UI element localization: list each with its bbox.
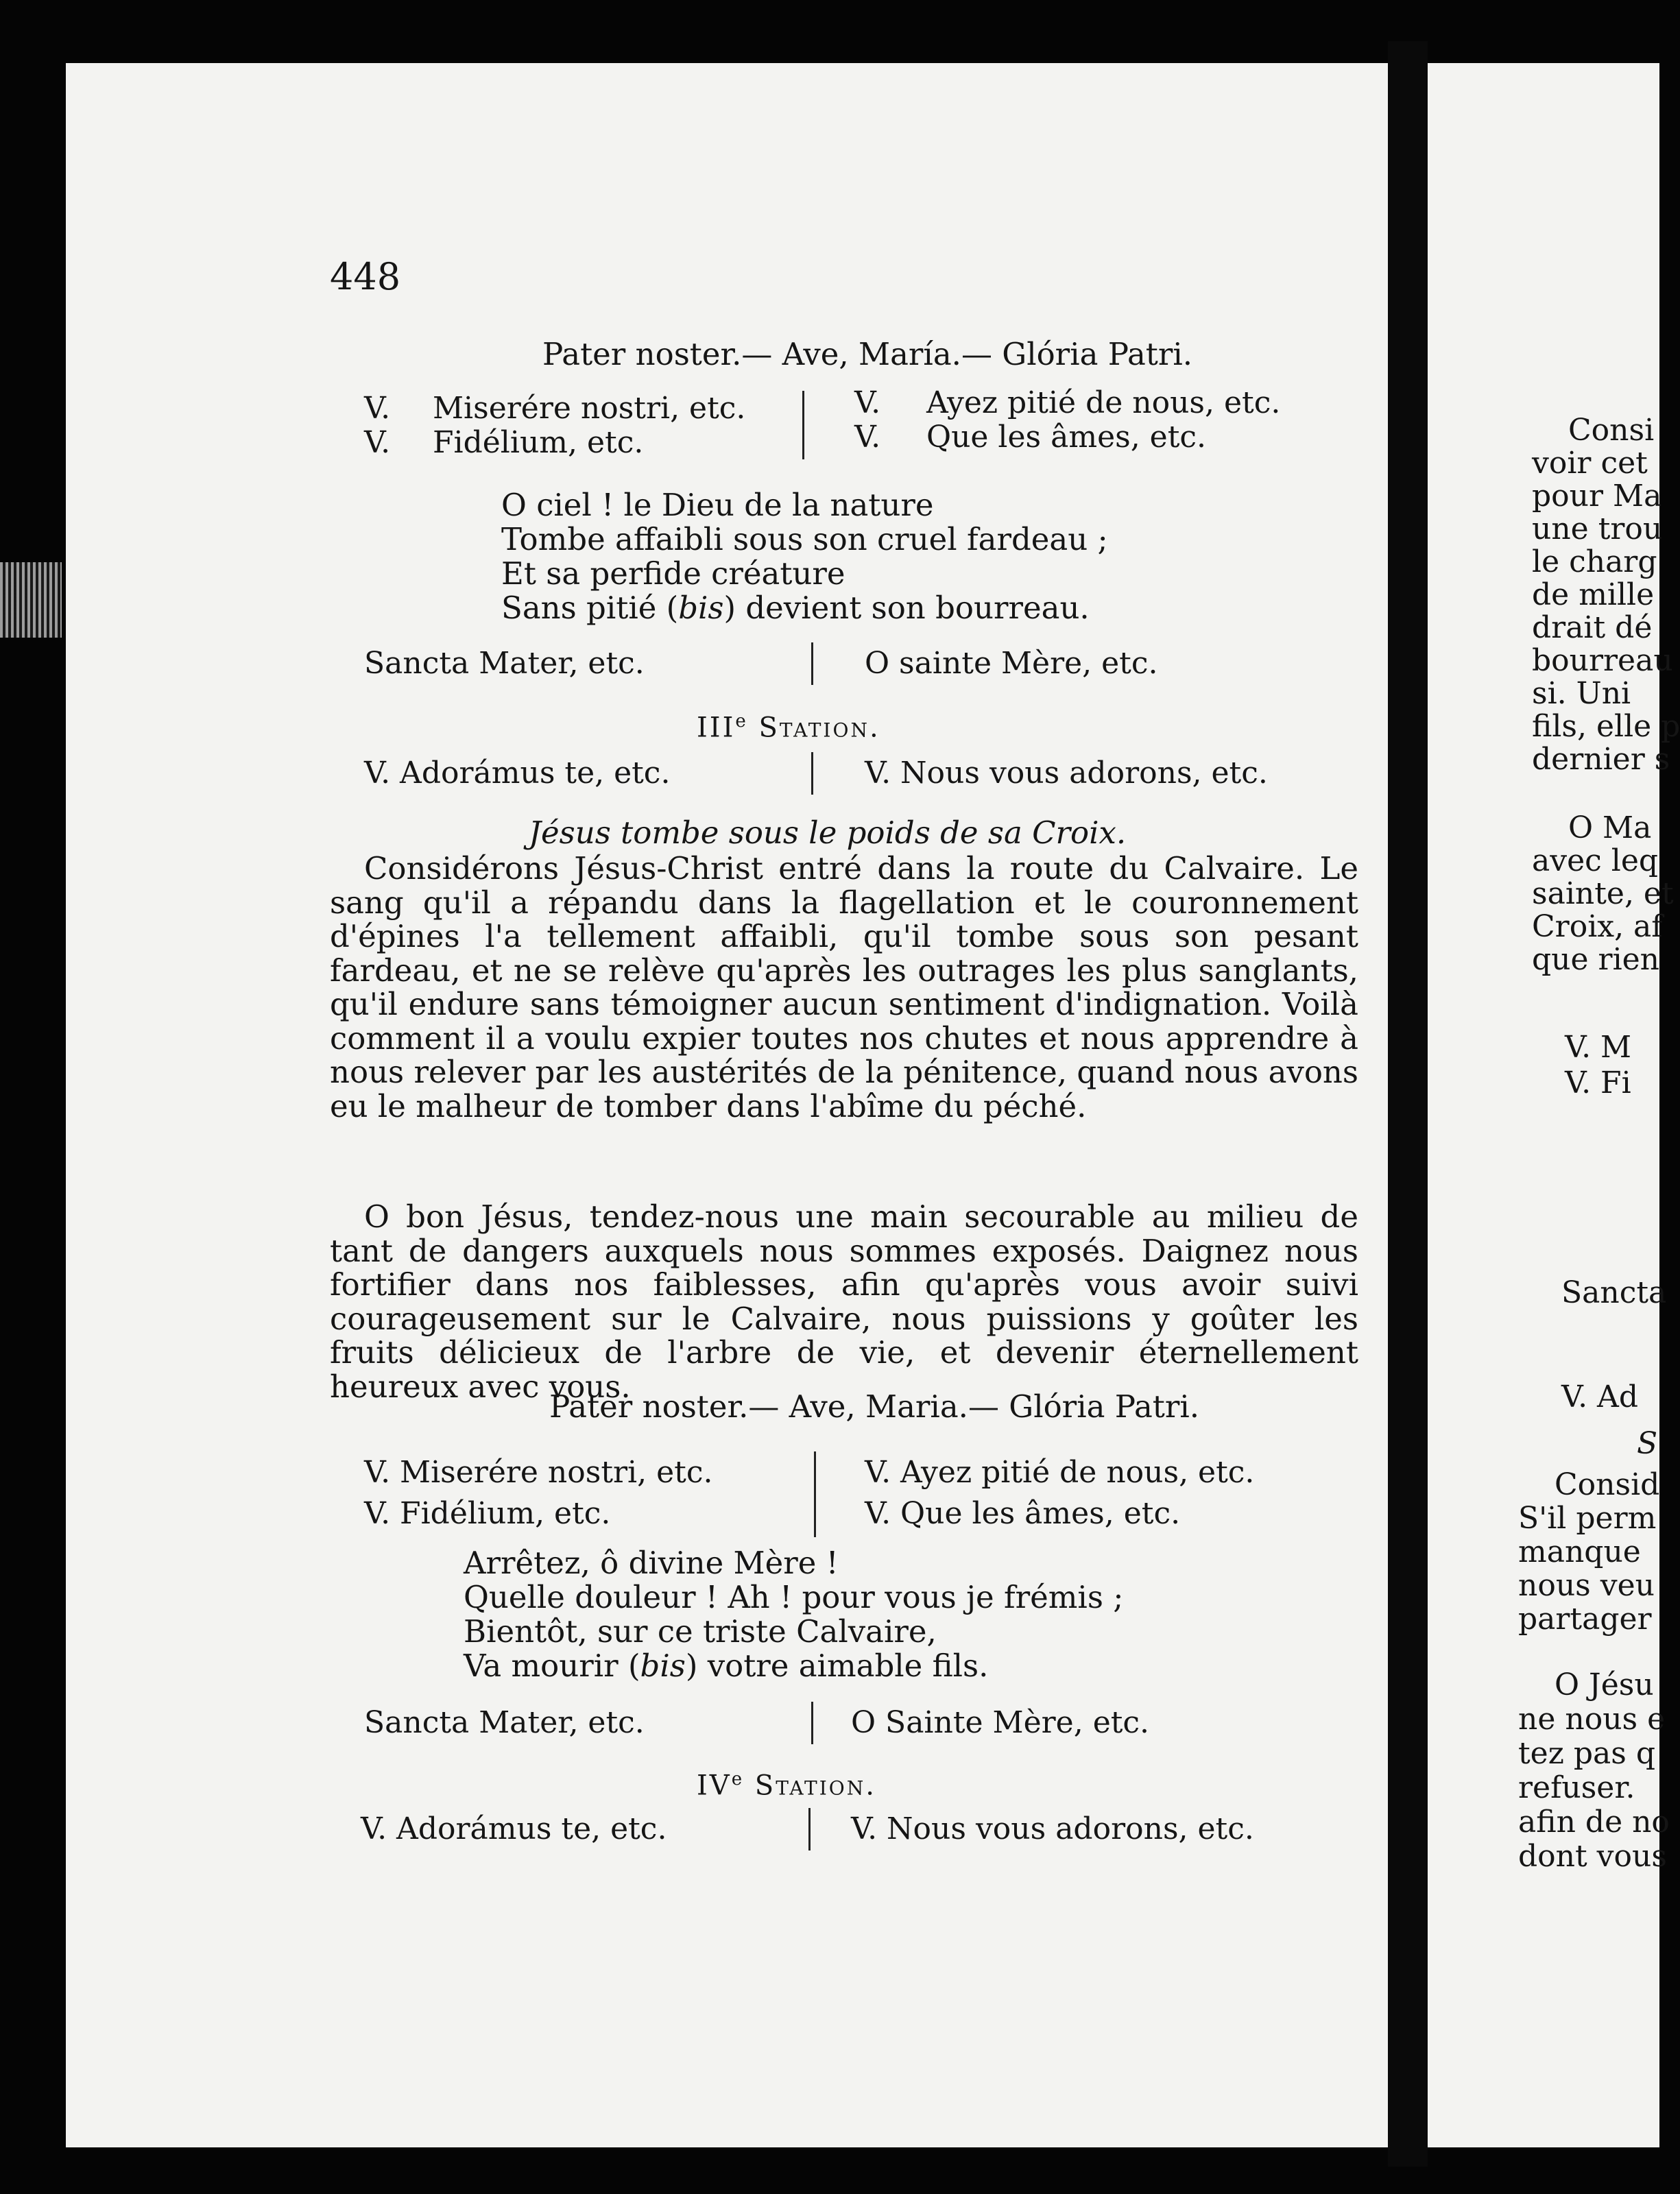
text-fragment: O Jésu bbox=[1555, 1667, 1654, 1702]
text-fragment: ne nous e bbox=[1518, 1702, 1666, 1737]
text-fragment: O Ma bbox=[1568, 810, 1652, 845]
text-fragment: dont vous bbox=[1518, 1839, 1667, 1874]
text-fragment: partager bbox=[1518, 1602, 1652, 1637]
text-fragment: Consid bbox=[1555, 1467, 1660, 1502]
text-fragment: Sancta bbox=[1561, 1275, 1667, 1310]
scan-edge-artifact bbox=[0, 562, 62, 638]
text-fragment: nous veu bbox=[1518, 1568, 1655, 1603]
text-fragment: tez pas q bbox=[1518, 1736, 1656, 1771]
column-divider bbox=[811, 752, 813, 795]
text-fragment: S'il perm bbox=[1518, 1501, 1657, 1536]
ayez-pitie-right: V. Ayez pitié de nous, etc. bbox=[865, 1455, 1255, 1490]
column-divider bbox=[802, 391, 804, 459]
text-fragment: refuser. bbox=[1518, 1770, 1635, 1805]
text-fragment: fils, elle p bbox=[1532, 709, 1680, 744]
text-fragment: sainte, et bbox=[1532, 876, 1674, 911]
adoramus-left: V. Adorámus te, etc. bbox=[361, 1811, 667, 1846]
miserere-left: V. Miserére nostri, etc. bbox=[364, 1455, 713, 1490]
adorons-right: V. Nous vous adorons, etc. bbox=[865, 756, 1268, 791]
text-fragment: manque bbox=[1518, 1534, 1641, 1569]
sainte-mere-right: O sainte Mère, etc. bbox=[865, 646, 1158, 681]
hymn-line: Va mourir (bis) votre aimable fils. bbox=[464, 1648, 989, 1684]
text-fragment: drait dé bbox=[1532, 610, 1653, 645]
page-number: 448 bbox=[330, 255, 401, 298]
sainte-mere-right: O Sainte Mère, etc. bbox=[851, 1705, 1150, 1740]
text-fragment: une trou bbox=[1532, 511, 1663, 546]
text-fragment: bourreau bbox=[1532, 643, 1673, 678]
station-subtitle: Jésus tombe sous le poids de sa Croix. bbox=[529, 815, 1127, 851]
hymn-line: Sans pitié (bis) devient son bourreau. bbox=[501, 590, 1090, 626]
text-fragment: pour Ma bbox=[1532, 479, 1662, 514]
text-fragment: dernier s bbox=[1532, 742, 1670, 777]
hymn-line: Et sa perfide créature bbox=[501, 555, 845, 592]
fidelium-left: Fidélium, etc. bbox=[433, 425, 644, 460]
v-label: V. bbox=[364, 425, 391, 460]
right-page-partial bbox=[1428, 63, 1680, 2147]
fidelium-left: V. Fidélium, etc. bbox=[364, 1496, 611, 1531]
column-divider bbox=[811, 1702, 813, 1744]
adorons-right: V. Nous vous adorons, etc. bbox=[851, 1811, 1254, 1846]
text-fragment: Consi bbox=[1568, 413, 1655, 448]
text-fragment: si. Uni bbox=[1532, 676, 1631, 711]
que-les-ames-right: V. Que les âmes, etc. bbox=[865, 1496, 1181, 1531]
v-label: V. bbox=[364, 391, 391, 426]
v-label: V. bbox=[854, 420, 881, 455]
paragraph: O bon Jésus, tendez-nous une main secourable au milieu de tant de dangers auxquels nous sommes exposés. Daignez nous fortifier dans nos faiblesses, afin qu'après vous avoir suivi courageusement sur le Calvaire, nous puissions y goûter les fruits délicieux de l'arbre de vie, et devenir éternellement heureux avec vous. bbox=[330, 1198, 1358, 1405]
hymn-line: Bientôt, sur ce triste Calvaire, bbox=[464, 1613, 937, 1650]
text-fragment: que rien bbox=[1532, 942, 1660, 977]
text-fragment: voir cet bbox=[1532, 446, 1648, 481]
left-page bbox=[66, 63, 1388, 2147]
hymn-line: Tombe affaibli sous son cruel fardeau ; bbox=[501, 521, 1108, 557]
hymn-line: Quelle douleur ! Ah ! pour vous je frémis ; bbox=[464, 1579, 1124, 1615]
que-les-ames-right: Que les âmes, etc. bbox=[926, 420, 1207, 455]
text-fragment: avec leq bbox=[1532, 843, 1659, 878]
text-fragment: afin de no bbox=[1518, 1805, 1670, 1840]
page-gutter bbox=[1388, 41, 1428, 2167]
column-divider bbox=[814, 1451, 816, 1537]
ayez-pitie-right: Ayez pitié de nous, etc. bbox=[926, 385, 1281, 420]
text-fragment: le charg bbox=[1532, 544, 1657, 579]
text-fragment: S bbox=[1637, 1426, 1658, 1461]
station-heading: IVe Station. bbox=[697, 1769, 876, 1802]
adoramus-left: V. Adorámus te, etc. bbox=[364, 756, 671, 791]
hymn-line: Arrêtez, ô divine Mère ! bbox=[464, 1545, 839, 1581]
prayers-line-1: Pater noster.— Ave, María.— Glória Patri. bbox=[542, 336, 1193, 372]
paragraph: Considérons Jésus-Christ entré dans la route du Calvaire. Le sang qu'il a répandu dans la flagellation et le couronnement d'épines l'a tellement affaibli, qu'il tombe sous son pesant fardeau, et ne se relève qu'après les outrages les plus sanglants, qu'il endure sans témoigner aucun sentiment d'indignation. Voilà comment il a voulu expier toutes nos chutes et nous apprendre à nous relever par les austérités de la pénitence, quand nous avons eu le malheur de tomber dans l'abîme du péché. bbox=[330, 850, 1358, 1124]
hymn-line: O ciel ! le Dieu de la nature bbox=[501, 487, 934, 523]
prayers-line-2: Pater noster.— Ave, Maria.— Glória Patri. bbox=[549, 1388, 1200, 1425]
text-fragment: V. Fi bbox=[1565, 1065, 1631, 1100]
station-heading: IIIe Station. bbox=[697, 711, 880, 744]
text-fragment: V. Ad bbox=[1561, 1379, 1638, 1414]
text-fragment: Croix, af bbox=[1532, 909, 1663, 944]
text-fragment: de mille bbox=[1532, 577, 1655, 612]
sancta-mater-left: Sancta Mater, etc. bbox=[364, 1705, 645, 1740]
column-divider bbox=[808, 1808, 811, 1851]
sancta-mater-left: Sancta Mater, etc. bbox=[364, 646, 645, 681]
miserere-left: Miserére nostri, etc. bbox=[433, 391, 746, 426]
column-divider bbox=[811, 642, 813, 685]
v-label: V. bbox=[854, 385, 881, 420]
text-fragment: V. M bbox=[1565, 1030, 1632, 1065]
